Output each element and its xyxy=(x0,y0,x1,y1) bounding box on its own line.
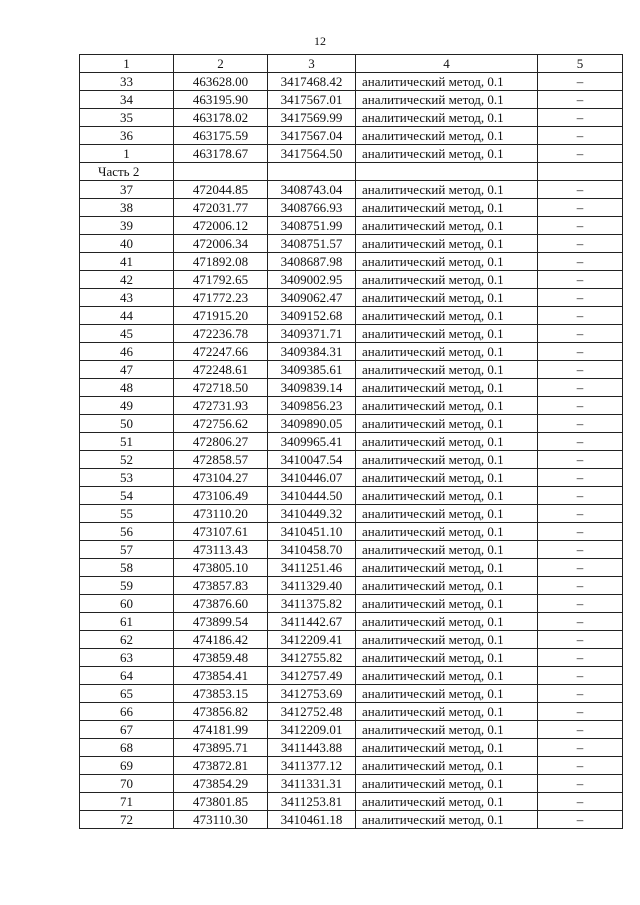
method-cell: аналитический метод, 0.1 xyxy=(356,271,538,289)
section-empty-cell xyxy=(356,163,538,181)
point-number-cell: 35 xyxy=(80,109,174,127)
x-coordinate-cell: 472044.85 xyxy=(174,181,268,199)
y-coordinate-cell: 3412752.48 xyxy=(268,703,356,721)
y-coordinate-cell: 3410444.50 xyxy=(268,487,356,505)
point-number-cell: 50 xyxy=(80,415,174,433)
note-cell: – xyxy=(538,235,623,253)
x-coordinate-cell: 473110.20 xyxy=(174,505,268,523)
method-cell: аналитический метод, 0.1 xyxy=(356,199,538,217)
x-coordinate-cell: 473854.29 xyxy=(174,775,268,793)
y-coordinate-cell: 3410047.54 xyxy=(268,451,356,469)
table-row xyxy=(80,541,623,559)
note-cell: – xyxy=(538,307,623,325)
point-number-cell: 40 xyxy=(80,235,174,253)
note-cell: – xyxy=(538,667,623,685)
note-cell: – xyxy=(538,613,623,631)
point-number-cell: 48 xyxy=(80,379,174,397)
y-coordinate-cell: 3409856.23 xyxy=(268,397,356,415)
table-row xyxy=(80,487,623,505)
x-coordinate-cell: 473899.54 xyxy=(174,613,268,631)
point-number-cell: 56 xyxy=(80,523,174,541)
x-coordinate-cell: 473104.27 xyxy=(174,469,268,487)
x-coordinate-cell: 472718.50 xyxy=(174,379,268,397)
note-cell: – xyxy=(538,127,623,145)
note-cell: – xyxy=(538,577,623,595)
point-number-cell: 72 xyxy=(80,811,174,829)
note-cell: – xyxy=(538,595,623,613)
table-header-row xyxy=(80,55,623,73)
table-row xyxy=(80,397,623,415)
point-number-cell: 67 xyxy=(80,721,174,739)
point-number-cell: 71 xyxy=(80,793,174,811)
method-cell: аналитический метод, 0.1 xyxy=(356,721,538,739)
note-cell: – xyxy=(538,397,623,415)
method-cell: аналитический метод, 0.1 xyxy=(356,73,538,91)
y-coordinate-cell: 3409839.14 xyxy=(268,379,356,397)
x-coordinate-cell: 463178.67 xyxy=(174,145,268,163)
section-empty-cell xyxy=(268,163,356,181)
point-number-cell: 36 xyxy=(80,127,174,145)
note-cell: – xyxy=(538,73,623,91)
table-row xyxy=(80,433,623,451)
method-cell: аналитический метод, 0.1 xyxy=(356,109,538,127)
x-coordinate-cell: 463178.02 xyxy=(174,109,268,127)
table-row xyxy=(80,109,623,127)
x-coordinate-cell: 472858.57 xyxy=(174,451,268,469)
y-coordinate-cell: 3409002.95 xyxy=(268,271,356,289)
table-row xyxy=(80,253,623,271)
table-row xyxy=(80,577,623,595)
y-coordinate-cell: 3411442.67 xyxy=(268,613,356,631)
y-coordinate-cell: 3409152.68 xyxy=(268,307,356,325)
method-cell: аналитический метод, 0.1 xyxy=(356,379,538,397)
x-coordinate-cell: 471792.65 xyxy=(174,271,268,289)
method-cell: аналитический метод, 0.1 xyxy=(356,253,538,271)
x-coordinate-cell: 472006.12 xyxy=(174,217,268,235)
method-cell: аналитический метод, 0.1 xyxy=(356,433,538,451)
y-coordinate-cell: 3409890.05 xyxy=(268,415,356,433)
y-coordinate-cell: 3409385.61 xyxy=(268,361,356,379)
note-cell: – xyxy=(538,253,623,271)
note-cell: – xyxy=(538,469,623,487)
y-coordinate-cell: 3408766.93 xyxy=(268,199,356,217)
point-number-cell: 43 xyxy=(80,289,174,307)
note-cell: – xyxy=(538,199,623,217)
table-row xyxy=(80,145,623,163)
note-cell: – xyxy=(538,271,623,289)
method-cell: аналитический метод, 0.1 xyxy=(356,469,538,487)
header-cell-2: 2 xyxy=(174,55,268,73)
note-cell: – xyxy=(538,145,623,163)
method-cell: аналитический метод, 0.1 xyxy=(356,595,538,613)
point-number-cell: 51 xyxy=(80,433,174,451)
header-cell-1: 1 xyxy=(80,55,174,73)
method-cell: аналитический метод, 0.1 xyxy=(356,703,538,721)
table-row xyxy=(80,199,623,217)
note-cell: – xyxy=(538,433,623,451)
point-number-cell: 61 xyxy=(80,613,174,631)
x-coordinate-cell: 472006.34 xyxy=(174,235,268,253)
note-cell: – xyxy=(538,559,623,577)
y-coordinate-cell: 3411377.12 xyxy=(268,757,356,775)
table-row xyxy=(80,505,623,523)
y-coordinate-cell: 3412757.49 xyxy=(268,667,356,685)
point-number-cell: 46 xyxy=(80,343,174,361)
table-row xyxy=(80,289,623,307)
y-coordinate-cell: 3409384.31 xyxy=(268,343,356,361)
y-coordinate-cell: 3411329.40 xyxy=(268,577,356,595)
note-cell: – xyxy=(538,775,623,793)
y-coordinate-cell: 3417564.50 xyxy=(268,145,356,163)
note-cell: – xyxy=(538,631,623,649)
section-empty-cell xyxy=(538,163,623,181)
method-cell: аналитический метод, 0.1 xyxy=(356,667,538,685)
method-cell: аналитический метод, 0.1 xyxy=(356,559,538,577)
x-coordinate-cell: 472756.62 xyxy=(174,415,268,433)
x-coordinate-cell: 472247.66 xyxy=(174,343,268,361)
method-cell: аналитический метод, 0.1 xyxy=(356,685,538,703)
x-coordinate-cell: 472031.77 xyxy=(174,199,268,217)
table-row xyxy=(80,415,623,433)
point-number-cell: 53 xyxy=(80,469,174,487)
x-coordinate-cell: 473107.61 xyxy=(174,523,268,541)
table-row xyxy=(80,451,623,469)
y-coordinate-cell: 3412209.41 xyxy=(268,631,356,649)
method-cell: аналитический метод, 0.1 xyxy=(356,739,538,757)
note-cell: – xyxy=(538,487,623,505)
x-coordinate-cell: 472806.27 xyxy=(174,433,268,451)
x-coordinate-cell: 472248.61 xyxy=(174,361,268,379)
y-coordinate-cell: 3411331.31 xyxy=(268,775,356,793)
point-number-cell: 42 xyxy=(80,271,174,289)
x-coordinate-cell: 471772.23 xyxy=(174,289,268,307)
y-coordinate-cell: 3408687.98 xyxy=(268,253,356,271)
table-row xyxy=(80,811,623,829)
note-cell: – xyxy=(538,541,623,559)
section-empty-cell xyxy=(174,163,268,181)
note-cell: – xyxy=(538,757,623,775)
method-cell: аналитический метод, 0.1 xyxy=(356,577,538,595)
y-coordinate-cell: 3412753.69 xyxy=(268,685,356,703)
note-cell: – xyxy=(538,379,623,397)
point-number-cell: 65 xyxy=(80,685,174,703)
table-row xyxy=(80,613,623,631)
note-cell: – xyxy=(538,181,623,199)
note-cell: – xyxy=(538,793,623,811)
point-number-cell: 39 xyxy=(80,217,174,235)
table-row xyxy=(80,91,623,109)
table-row xyxy=(80,127,623,145)
table-row xyxy=(80,523,623,541)
note-cell: – xyxy=(538,91,623,109)
table-row xyxy=(80,757,623,775)
y-coordinate-cell: 3417567.01 xyxy=(268,91,356,109)
note-cell: – xyxy=(538,505,623,523)
y-coordinate-cell: 3409062.47 xyxy=(268,289,356,307)
point-number-cell: 49 xyxy=(80,397,174,415)
note-cell: – xyxy=(538,523,623,541)
method-cell: аналитический метод, 0.1 xyxy=(356,307,538,325)
table-row xyxy=(80,685,623,703)
note-cell: – xyxy=(538,217,623,235)
method-cell: аналитический метод, 0.1 xyxy=(356,613,538,631)
note-cell: – xyxy=(538,109,623,127)
method-cell: аналитический метод, 0.1 xyxy=(356,793,538,811)
method-cell: аналитический метод, 0.1 xyxy=(356,541,538,559)
method-cell: аналитический метод, 0.1 xyxy=(356,523,538,541)
y-coordinate-cell: 3410449.32 xyxy=(268,505,356,523)
x-coordinate-cell: 473872.81 xyxy=(174,757,268,775)
table-row xyxy=(80,343,623,361)
x-coordinate-cell: 473876.60 xyxy=(174,595,268,613)
x-coordinate-cell: 473895.71 xyxy=(174,739,268,757)
point-number-cell: 57 xyxy=(80,541,174,559)
method-cell: аналитический метод, 0.1 xyxy=(356,181,538,199)
y-coordinate-cell: 3411443.88 xyxy=(268,739,356,757)
note-cell: – xyxy=(538,703,623,721)
y-coordinate-cell: 3417567.04 xyxy=(268,127,356,145)
section-label: Часть 2 xyxy=(80,163,174,181)
method-cell: аналитический метод, 0.1 xyxy=(356,361,538,379)
method-cell: аналитический метод, 0.1 xyxy=(356,127,538,145)
coordinates-table xyxy=(79,54,623,829)
note-cell: – xyxy=(538,361,623,379)
x-coordinate-cell: 474181.99 xyxy=(174,721,268,739)
method-cell: аналитический метод, 0.1 xyxy=(356,505,538,523)
table-row xyxy=(80,181,623,199)
note-cell: – xyxy=(538,289,623,307)
method-cell: аналитический метод, 0.1 xyxy=(356,775,538,793)
table-row xyxy=(80,667,623,685)
point-number-cell: 41 xyxy=(80,253,174,271)
method-cell: аналитический метод, 0.1 xyxy=(356,451,538,469)
point-number-cell: 47 xyxy=(80,361,174,379)
y-coordinate-cell: 3417468.42 xyxy=(268,73,356,91)
note-cell: – xyxy=(538,343,623,361)
point-number-cell: 69 xyxy=(80,757,174,775)
y-coordinate-cell: 3411375.82 xyxy=(268,595,356,613)
method-cell: аналитический метод, 0.1 xyxy=(356,343,538,361)
table-row xyxy=(80,325,623,343)
point-number-cell: 63 xyxy=(80,649,174,667)
note-cell: – xyxy=(538,685,623,703)
table-row xyxy=(80,73,623,91)
x-coordinate-cell: 473110.30 xyxy=(174,811,268,829)
x-coordinate-cell: 473801.85 xyxy=(174,793,268,811)
y-coordinate-cell: 3417569.99 xyxy=(268,109,356,127)
table-row xyxy=(80,703,623,721)
table-row xyxy=(80,307,623,325)
y-coordinate-cell: 3411253.81 xyxy=(268,793,356,811)
y-coordinate-cell: 3412209.01 xyxy=(268,721,356,739)
header-cell-5: 5 xyxy=(538,55,623,73)
y-coordinate-cell: 3409965.41 xyxy=(268,433,356,451)
y-coordinate-cell: 3408751.57 xyxy=(268,235,356,253)
table-row xyxy=(80,631,623,649)
point-number-cell: 38 xyxy=(80,199,174,217)
method-cell: аналитический метод, 0.1 xyxy=(356,757,538,775)
y-coordinate-cell: 3410458.70 xyxy=(268,541,356,559)
x-coordinate-cell: 473805.10 xyxy=(174,559,268,577)
point-number-cell: 59 xyxy=(80,577,174,595)
y-coordinate-cell: 3408751.99 xyxy=(268,217,356,235)
x-coordinate-cell: 463195.90 xyxy=(174,91,268,109)
point-number-cell: 62 xyxy=(80,631,174,649)
table-row xyxy=(80,793,623,811)
x-coordinate-cell: 471892.08 xyxy=(174,253,268,271)
x-coordinate-cell: 473859.48 xyxy=(174,649,268,667)
table-row xyxy=(80,379,623,397)
note-cell: – xyxy=(538,739,623,757)
y-coordinate-cell: 3411251.46 xyxy=(268,559,356,577)
table-row xyxy=(80,595,623,613)
point-number-cell: 64 xyxy=(80,667,174,685)
x-coordinate-cell: 473113.43 xyxy=(174,541,268,559)
method-cell: аналитический метод, 0.1 xyxy=(356,415,538,433)
y-coordinate-cell: 3410451.10 xyxy=(268,523,356,541)
method-cell: аналитический метод, 0.1 xyxy=(356,487,538,505)
table-row xyxy=(80,775,623,793)
x-coordinate-cell: 463628.00 xyxy=(174,73,268,91)
method-cell: аналитический метод, 0.1 xyxy=(356,631,538,649)
x-coordinate-cell: 473856.82 xyxy=(174,703,268,721)
point-number-cell: 70 xyxy=(80,775,174,793)
x-coordinate-cell: 472236.78 xyxy=(174,325,268,343)
point-number-cell: 1 xyxy=(80,145,174,163)
method-cell: аналитический метод, 0.1 xyxy=(356,91,538,109)
table-row xyxy=(80,271,623,289)
header-cell-3: 3 xyxy=(268,55,356,73)
y-coordinate-cell: 3409371.71 xyxy=(268,325,356,343)
y-coordinate-cell: 3410446.07 xyxy=(268,469,356,487)
x-coordinate-cell: 473853.15 xyxy=(174,685,268,703)
method-cell: аналитический метод, 0.1 xyxy=(356,811,538,829)
point-number-cell: 37 xyxy=(80,181,174,199)
x-coordinate-cell: 463175.59 xyxy=(174,127,268,145)
table-row xyxy=(80,721,623,739)
y-coordinate-cell: 3408743.04 xyxy=(268,181,356,199)
point-number-cell: 54 xyxy=(80,487,174,505)
x-coordinate-cell: 473106.49 xyxy=(174,487,268,505)
table-body xyxy=(80,55,623,829)
x-coordinate-cell: 472731.93 xyxy=(174,397,268,415)
method-cell: аналитический метод, 0.1 xyxy=(356,235,538,253)
note-cell: – xyxy=(538,721,623,739)
x-coordinate-cell: 473854.41 xyxy=(174,667,268,685)
x-coordinate-cell: 474186.42 xyxy=(174,631,268,649)
table-row xyxy=(80,469,623,487)
header-cell-4: 4 xyxy=(356,55,538,73)
method-cell: аналитический метод, 0.1 xyxy=(356,289,538,307)
point-number-cell: 52 xyxy=(80,451,174,469)
point-number-cell: 68 xyxy=(80,739,174,757)
page-number: 12 xyxy=(314,34,326,48)
table-row xyxy=(80,361,623,379)
method-cell: аналитический метод, 0.1 xyxy=(356,649,538,667)
table-row xyxy=(80,235,623,253)
y-coordinate-cell: 3410461.18 xyxy=(268,811,356,829)
method-cell: аналитический метод, 0.1 xyxy=(356,397,538,415)
method-cell: аналитический метод, 0.1 xyxy=(356,145,538,163)
x-coordinate-cell: 471915.20 xyxy=(174,307,268,325)
note-cell: – xyxy=(538,649,623,667)
point-number-cell: 45 xyxy=(80,325,174,343)
x-coordinate-cell: 473857.83 xyxy=(174,577,268,595)
point-number-cell: 60 xyxy=(80,595,174,613)
note-cell: – xyxy=(538,811,623,829)
section-row xyxy=(80,163,623,181)
point-number-cell: 58 xyxy=(80,559,174,577)
method-cell: аналитический метод, 0.1 xyxy=(356,325,538,343)
point-number-cell: 34 xyxy=(80,91,174,109)
note-cell: – xyxy=(538,325,623,343)
note-cell: – xyxy=(538,415,623,433)
table-row xyxy=(80,217,623,235)
point-number-cell: 55 xyxy=(80,505,174,523)
point-number-cell: 33 xyxy=(80,73,174,91)
table-row xyxy=(80,559,623,577)
table-row xyxy=(80,649,623,667)
point-number-cell: 44 xyxy=(80,307,174,325)
y-coordinate-cell: 3412755.82 xyxy=(268,649,356,667)
point-number-cell: 66 xyxy=(80,703,174,721)
table-row xyxy=(80,739,623,757)
method-cell: аналитический метод, 0.1 xyxy=(356,217,538,235)
note-cell: – xyxy=(538,451,623,469)
